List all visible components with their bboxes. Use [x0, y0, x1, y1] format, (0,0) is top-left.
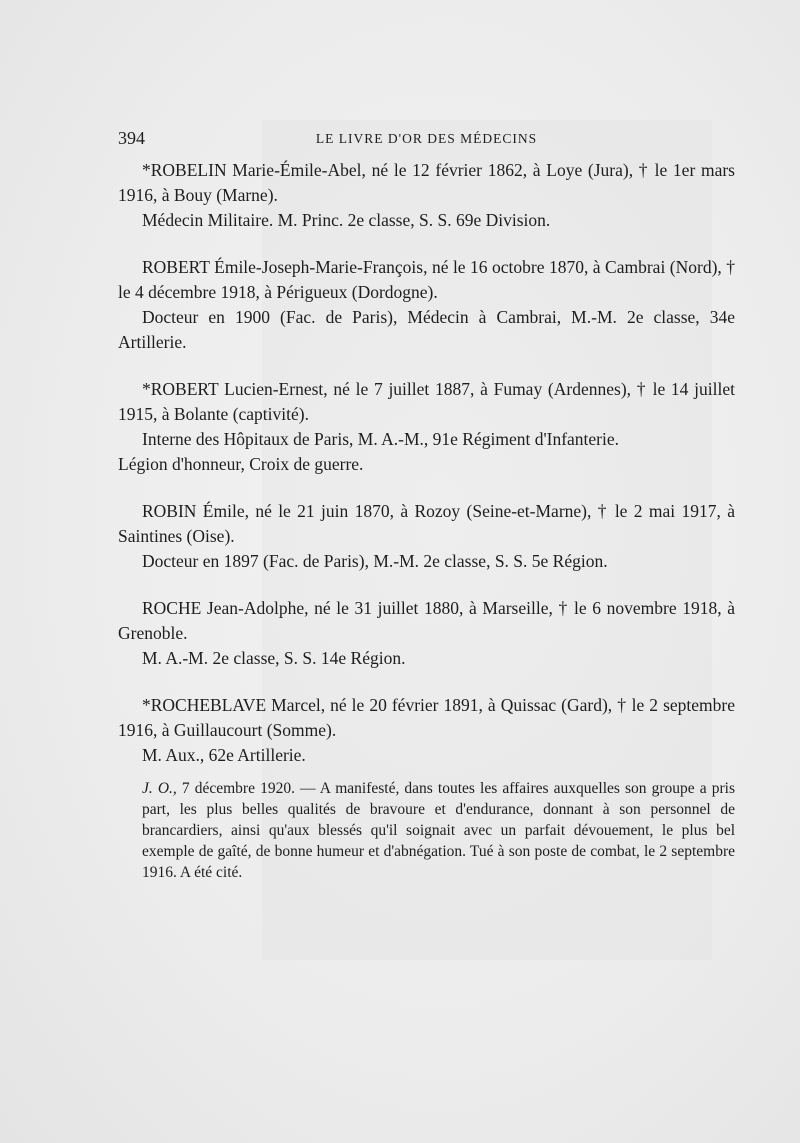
entry-detail: Docteur en 1897 (Fac. de Paris), M.-M. 2e classe, S. S. 5e Région. — [142, 551, 608, 571]
entry-robelin — [118, 158, 735, 233]
entry-bio: *ROBELIN Marie-Émile-Abel, né le 12 février 1862, à Loye (Jura), † le 1er mars 1916, à Bouy (Marne). — [118, 160, 735, 205]
citation-reference: J. O., — [142, 780, 177, 797]
entry-decorations: Légion d'honneur, Croix de guerre. — [118, 454, 364, 474]
entry-bio: ROCHE Jean-Adolphe, né le 31 juillet 1880, à Marseille, † le 6 novembre 1918, à Grenoble. — [118, 598, 735, 643]
entry-roche — [118, 596, 735, 671]
entry-detail: M. Aux., 62e Artillerie. — [142, 745, 306, 765]
entry-detail: Médecin Militaire. M. Princ. 2e classe, S. S. 69e Division. — [142, 210, 551, 230]
citation-text: 7 décembre 1920. — A manifesté, dans toutes les affaires auxquelles son groupe a pris part, les plus belles qualités de bravoure et d'endurance, donnant à son personnel de brancardiers, ainsi qu'aux blessés qu'il soignait avec un parfait dévouement, le plus bel exemple de gaîté, de bonne humeur et d'abnégation. Tué à son poste de combat, le 2 septembre 1916. A été cité. — [142, 780, 735, 881]
entry-detail: M. A.-M. 2e classe, S. S. 14e Région. — [142, 648, 406, 668]
page-number: 394 — [118, 128, 145, 148]
citation — [142, 778, 735, 883]
entry-robert-lucien — [118, 377, 735, 477]
entry-bio: *ROBERT Lucien-Ernest, né le 7 juillet 1887, à Fumay (Ardennes), † le 14 juillet 1915, à Bolante (captivité). — [118, 379, 735, 424]
page-body — [118, 158, 735, 905]
entry-rocheblave — [118, 693, 735, 883]
entry-bio: ROBERT Émile-Joseph-Marie-François, né le 16 octobre 1870, à Cambrai (Nord), † le 4 décembre 1918, à Périgueux (Dordogne). — [118, 257, 735, 302]
entry-bio: ROBIN Émile, né le 21 juin 1870, à Rozoy (Seine-et-Marne), † le 2 mai 1917, à Saintines (Oise). — [118, 501, 735, 546]
entry-robin — [118, 499, 735, 574]
running-title: LE LIVRE D'OR DES MÉDECINS — [315, 131, 538, 146]
entry-robert-emile — [118, 255, 735, 355]
entry-bio: *ROCHEBLAVE Marcel, né le 20 février 1891, à Quissac (Gard), † le 2 septembre 1916, à Guillaucourt (Somme). — [118, 695, 735, 740]
entry-detail: Interne des Hôpitaux de Paris, M. A.-M., 91e Régiment d'Infanterie. — [142, 429, 619, 449]
entry-detail: Docteur en 1900 (Fac. de Paris), Médecin à Cambrai, M.-M. 2e classe, 34e Artillerie. — [118, 307, 735, 352]
page-header — [118, 128, 735, 154]
